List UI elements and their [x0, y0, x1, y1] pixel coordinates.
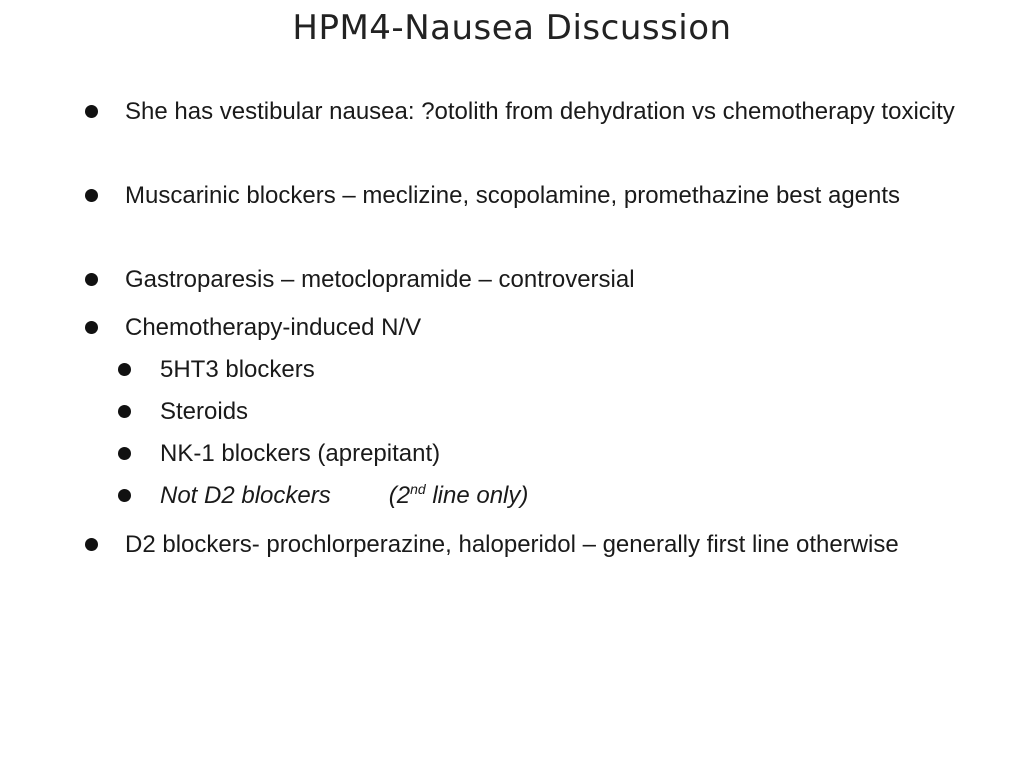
slide-title: HPM4-Nausea Discussion	[292, 8, 732, 48]
not-d2-label: Not D2 blockers	[160, 482, 331, 509]
second-line-sup: nd	[410, 481, 426, 497]
sub-bullet-icon	[118, 447, 131, 460]
bullet-icon	[85, 189, 98, 202]
sub-bullet-text: Steroids	[160, 398, 249, 425]
bullet-icon	[85, 105, 98, 118]
bullet-icon	[85, 273, 98, 286]
sub-bullet-icon	[118, 405, 131, 418]
sub-bullet-icon	[118, 363, 131, 376]
second-line-note	[389, 482, 529, 509]
bullet-icon	[85, 538, 98, 551]
second-line-prefix: (2	[388, 482, 411, 509]
bullet-text: D2 blockers- prochlorperazine, haloperidol – generally first line otherwise	[125, 531, 899, 558]
bullet-icon	[85, 321, 98, 334]
bullet-text: Muscarinic blockers – meclizine, scopolamine, promethazine best agents	[125, 182, 901, 209]
sub-bullet-text: 5HT3 blockers	[160, 356, 315, 383]
second-line-suffix: line only)	[425, 482, 529, 509]
sub-bullet-icon	[118, 489, 131, 502]
bullet-text: She has vestibular nausea: ?otolith from dehydration vs chemotherapy toxicity	[125, 98, 955, 125]
bullet-text: Chemotherapy-induced N/V	[125, 314, 422, 341]
sub-bullet-text	[160, 478, 940, 514]
bullet-text: Gastroparesis – metoclopramide – controversial	[125, 266, 635, 293]
sub-bullet-text: NK-1 blockers (aprepitant)	[160, 440, 441, 467]
